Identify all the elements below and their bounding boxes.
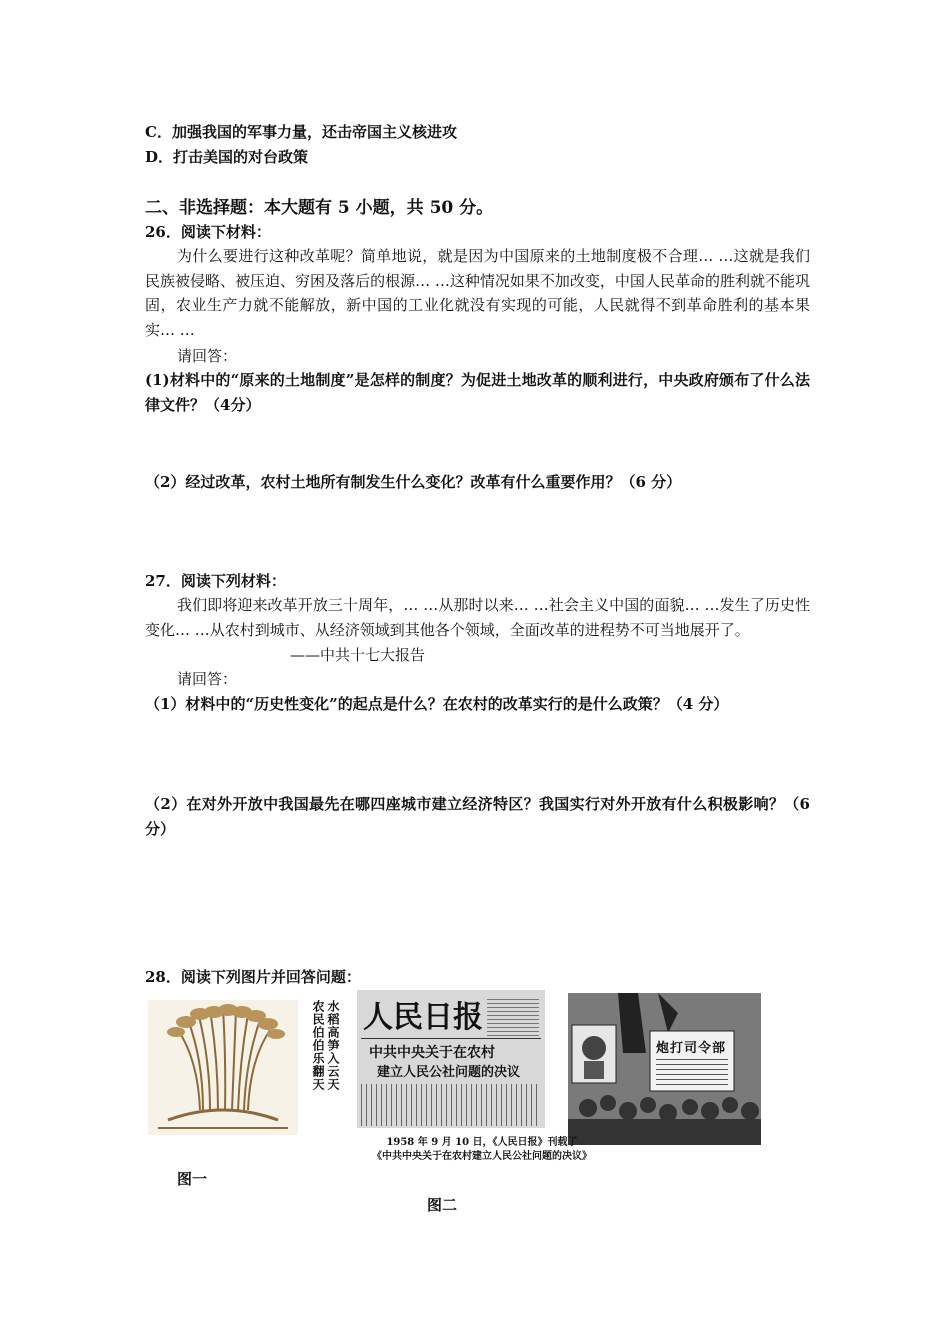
poster-text-col2: 农民伯伯乐翻天 <box>311 1000 325 1091</box>
figure-caption-line1: 1958 年 9 月 10 日，《人民日报》刊载了 <box>386 1137 578 1148</box>
figure-2-newspaper <box>357 990 545 1128</box>
q27-title: 27．阅读下列材料： <box>145 572 286 590</box>
q28-title: 28．阅读下列图片并回答问题： <box>145 968 361 986</box>
section-heading: 二、非选择题：本大题有 5 小题，共 50 分。 <box>145 198 494 218</box>
newspaper-masthead: 人民日报 <box>363 1000 483 1035</box>
option-d: D．打击美国的对台政策 <box>145 148 309 166</box>
q27-question-1: （1）材料中的“历史性变化”的起点是什么？在农村的改革实行的是什么政策？（4 分） <box>145 695 729 713</box>
q26-question-2: （2）经过改革，农村土地所有制发生什么变化？改革有什么重要作用？（6 分） <box>145 473 682 491</box>
option-c: C．加强我国的军事力量，还击帝国主义核进攻 <box>145 123 457 141</box>
q27-question-2: （2）在对外开放中我国最先在哪四座城市建立经济特区？我国实行对外开放有什么积极影响？（6 分） <box>145 795 810 838</box>
figure-2-label: 图二 <box>427 1196 458 1214</box>
banner-body <box>656 1057 728 1085</box>
newspaper-body-text <box>361 1084 541 1126</box>
q27-material: 我们即将迎来改革开放三十周年，… …从那时以来… …社会主义中国的面貌… …发生了历史性变化… …从农村到城市、从经济领域到其他各个领域，全面改革的进程势不可当地展开了。 <box>145 596 810 639</box>
newspaper-columns-top <box>487 996 539 1036</box>
figure-caption-line2: 《中共中央关于在农村建立人民公社问题的决议》 <box>372 1151 592 1162</box>
figure-1-poster <box>148 1000 348 1135</box>
q26-prompt: 请回答： <box>177 347 238 365</box>
newspaper-headline-1: 中共中央关于在农村 <box>369 1045 495 1061</box>
q26-question-1: (1)材料中的“原来的土地制度”是怎样的制度？为促进土地改革的顺利进行，中央政府颁布了什么法律文件？（4分） <box>145 371 810 414</box>
rice-poster-image <box>148 1000 298 1135</box>
poster-text-col1: 水稻高笋入云天 <box>326 1000 340 1091</box>
figure-2-photo <box>568 993 761 1145</box>
q27-prompt: 请回答： <box>177 670 238 688</box>
banner-text: 炮打司令部 <box>656 1041 727 1056</box>
q27-source: ——中共十七大报告 <box>290 646 426 664</box>
newspaper-headline-2: 建立人民公社问题的决议 <box>377 1065 521 1080</box>
figure-1-label: 图一 <box>177 1170 208 1188</box>
q26-material: 为什么要进行这种改革呢？简单地说，就是因为中国原来的土地制度极不合理… …这就是我们民族被侵略、被压迫、穷困及落后的根源… …这种情况如果不加改变，中国人民革命的胜利就不能巩固，农业生产力就不能解放，新中国的工业化就没有实现的可能，人民就得不到革命胜利的基本果实… … <box>145 247 810 339</box>
q26-title: 26．阅读下材料： <box>145 223 271 241</box>
